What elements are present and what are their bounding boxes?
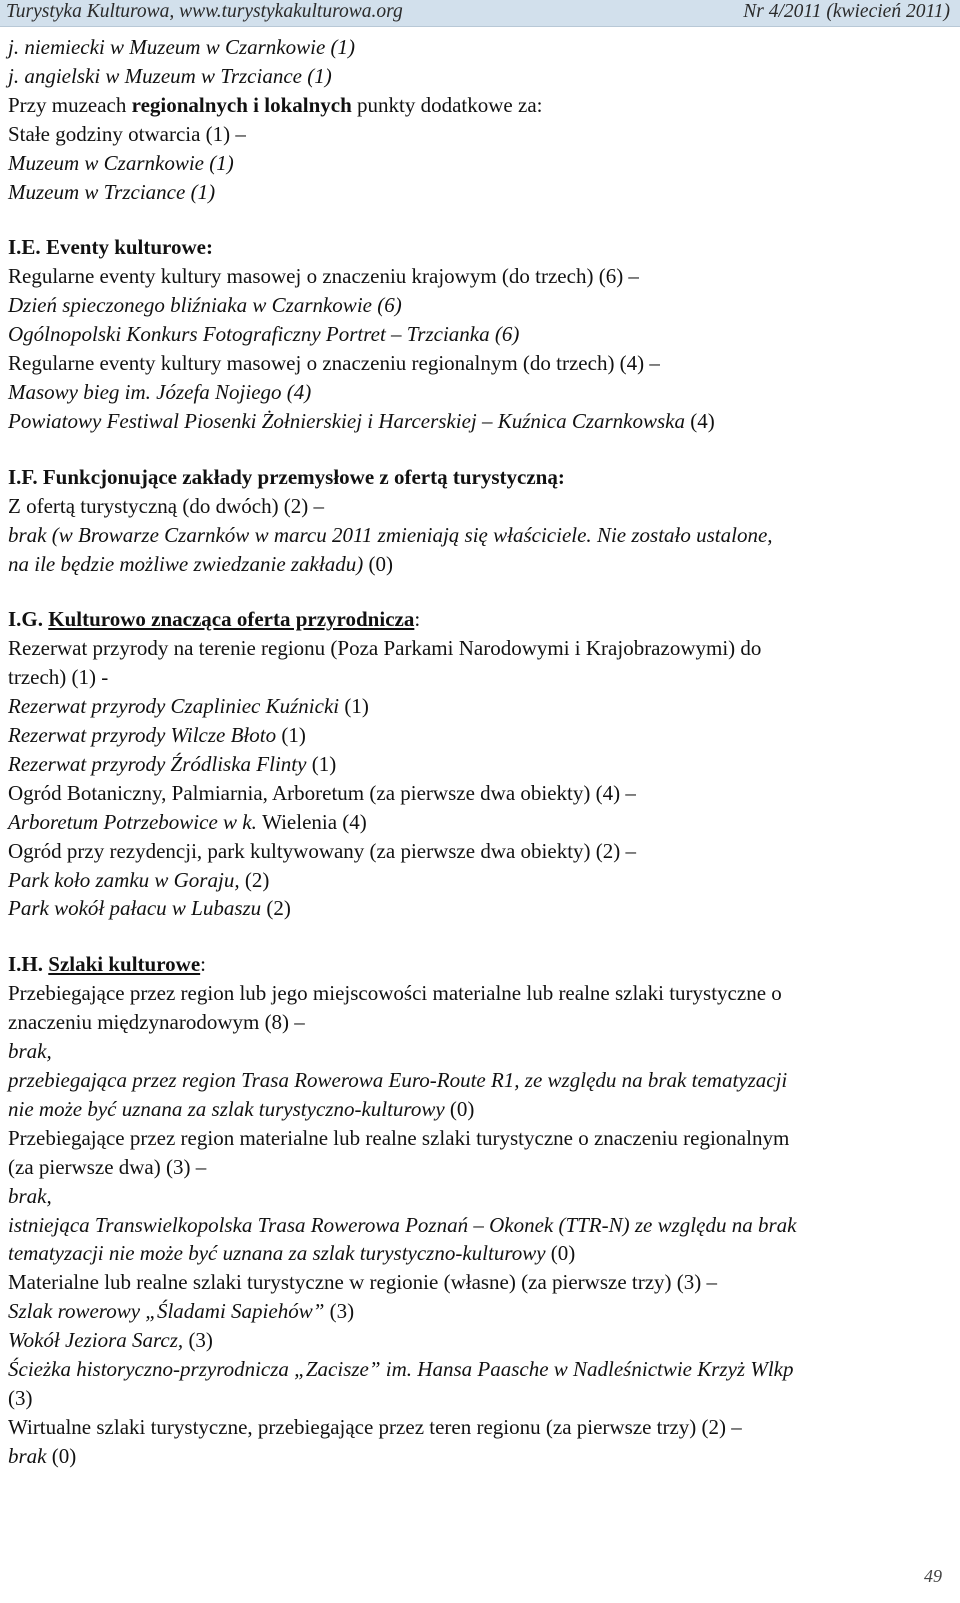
text-line: Ścieżka historyczno-przyrodnicza „Zacisze” im. Hansa Paasche w Nadleśnictwie Krzyż Wlkp <box>8 1357 794 1382</box>
text-line: na ile będzie możliwe zwiedzanie zakładu) (0) <box>8 551 393 576</box>
document-body <box>8 33 953 1471</box>
text-line: Przy muzeach regionalnych i lokalnych punkty dodatkowe za: <box>8 92 543 117</box>
text-line: (za pierwsze dwa) (3) – <box>8 1154 207 1179</box>
section-heading-e: I.E. Eventy kulturowe: <box>8 235 213 260</box>
text-line: nie może być uznana za szlak turystyczno-kulturowy (0) <box>8 1096 475 1121</box>
section-heading-f: I.F. Funkcjonujące zakłady przemysłowe z ofertą turystyczną: <box>8 464 565 489</box>
text-line: brak (0) <box>8 1443 77 1468</box>
text-line: Arboretum Potrzebowice w k. Wielenia (4) <box>8 809 367 834</box>
issue-number: Nr 4/2011 (kwiecień 2011) <box>743 1 950 22</box>
text-line: Ogród Botaniczny, Palmiarnia, Arboretum (za pierwsze dwa obiekty) (4) – <box>8 780 636 805</box>
text-line: Park koło zamku w Goraju, (2) <box>8 867 270 892</box>
text-line: Rezerwat przyrody Czapliniec Kuźnicki (1) <box>8 694 369 719</box>
running-header <box>0 0 960 27</box>
page-number: 49 <box>924 1566 942 1586</box>
text-line: Muzeum w Czarnkowie (1) <box>8 150 234 175</box>
text-line: Rezerwat przyrody Źródliska Flinty (1) <box>8 751 337 776</box>
text-line: (3) <box>8 1385 33 1410</box>
text-line: istniejąca Transwielkopolska Trasa Rowerowa Poznań – Okonek (TTR-N) ze względu na brak <box>8 1212 797 1237</box>
section-heading-g: I.G. Kulturowo znacząca oferta przyrodnicza: <box>8 607 421 632</box>
text-line: Szlak rowerowy „Śladami Sapiehów” (3) <box>8 1299 355 1324</box>
text-line: trzech) (1) - <box>8 665 109 690</box>
text-line: Ogród przy rezydencji, park kultywowany (za pierwsze dwa obiekty) (2) – <box>8 838 637 863</box>
text-line: Dzień spieczonego bliźniaka w Czarnkowie (6) <box>8 293 402 318</box>
text-line: znaczeniu międzynarodowym (8) – <box>8 1010 305 1035</box>
text-line: brak (w Browarze Czarnków w marcu 2011 zmieniają się właściciele. Nie zostało ustalone, <box>8 522 773 547</box>
text-line: Masowy bieg im. Józefa Nojiego (4) <box>8 379 312 404</box>
text-line: Przebiegające przez region materialne lub realne szlaki turystyczne o znaczeniu regionalnym <box>8 1125 790 1150</box>
journal-title: Turystyka Kulturowa, www.turystykakulturowa.org <box>6 1 403 22</box>
text-line: Muzeum w Trzciance (1) <box>8 179 216 204</box>
section-heading-h: I.H. Szlaki kulturowe: <box>8 952 207 977</box>
text-line: Regularne eventy kultury masowej o znaczeniu regionalnym (do trzech) (4) – <box>8 351 660 376</box>
text-line: j. niemiecki w Muzeum w Czarnkowie (1) <box>8 35 356 59</box>
text-line: przebiegająca przez region Trasa Rowerowa Euro-Route R1, ze względu na brak tematyzacji <box>8 1068 788 1092</box>
text-line: brak, <box>8 1183 52 1208</box>
text-line: Z ofertą turystyczną (do dwóch) (2) – <box>8 493 325 518</box>
text-line: Wokół Jeziora Sarcz, (3) <box>8 1328 213 1353</box>
text-line: Stałe godziny otwarcia (1) – <box>8 121 246 146</box>
text-line: tematyzacji nie może być uznana za szlak turystyczno-kulturowy (0) <box>8 1241 576 1266</box>
text-line: Rezerwat przyrody Wilcze Błoto (1) <box>8 723 306 748</box>
text-line: Rezerwat przyrody na terenie regionu (Poza Parkami Narodowymi i Krajobrazowymi) do <box>8 636 762 661</box>
text-line: Wirtualne szlaki turystyczne, przebiegające przez teren regionu (za pierwsze trzy) (2) – <box>8 1414 742 1439</box>
text-line: brak, <box>8 1039 52 1064</box>
text-line: Regularne eventy kultury masowej o znaczeniu krajowym (do trzech) (6) – <box>8 264 639 289</box>
text-line: Ogólnopolski Konkurs Fotograficzny Portret – Trzcianka (6) <box>8 322 520 347</box>
text-line: Park wokół pałacu w Lubaszu (2) <box>8 896 291 921</box>
text-line: Materialne lub realne szlaki turystyczne w regionie (własne) (za pierwsze trzy) (3) – <box>8 1270 718 1295</box>
text-line: Powiatowy Festiwal Piosenki Żołnierskiej i Harcerskiej – Kuźnica Czarnkowska (4) <box>8 408 715 433</box>
text-line: Przebiegające przez region lub jego miejscowości materialne lub realne szlaki turystyczne o <box>8 981 782 1006</box>
text-line: j. angielski w Muzeum w Trzciance (1) <box>8 63 332 88</box>
